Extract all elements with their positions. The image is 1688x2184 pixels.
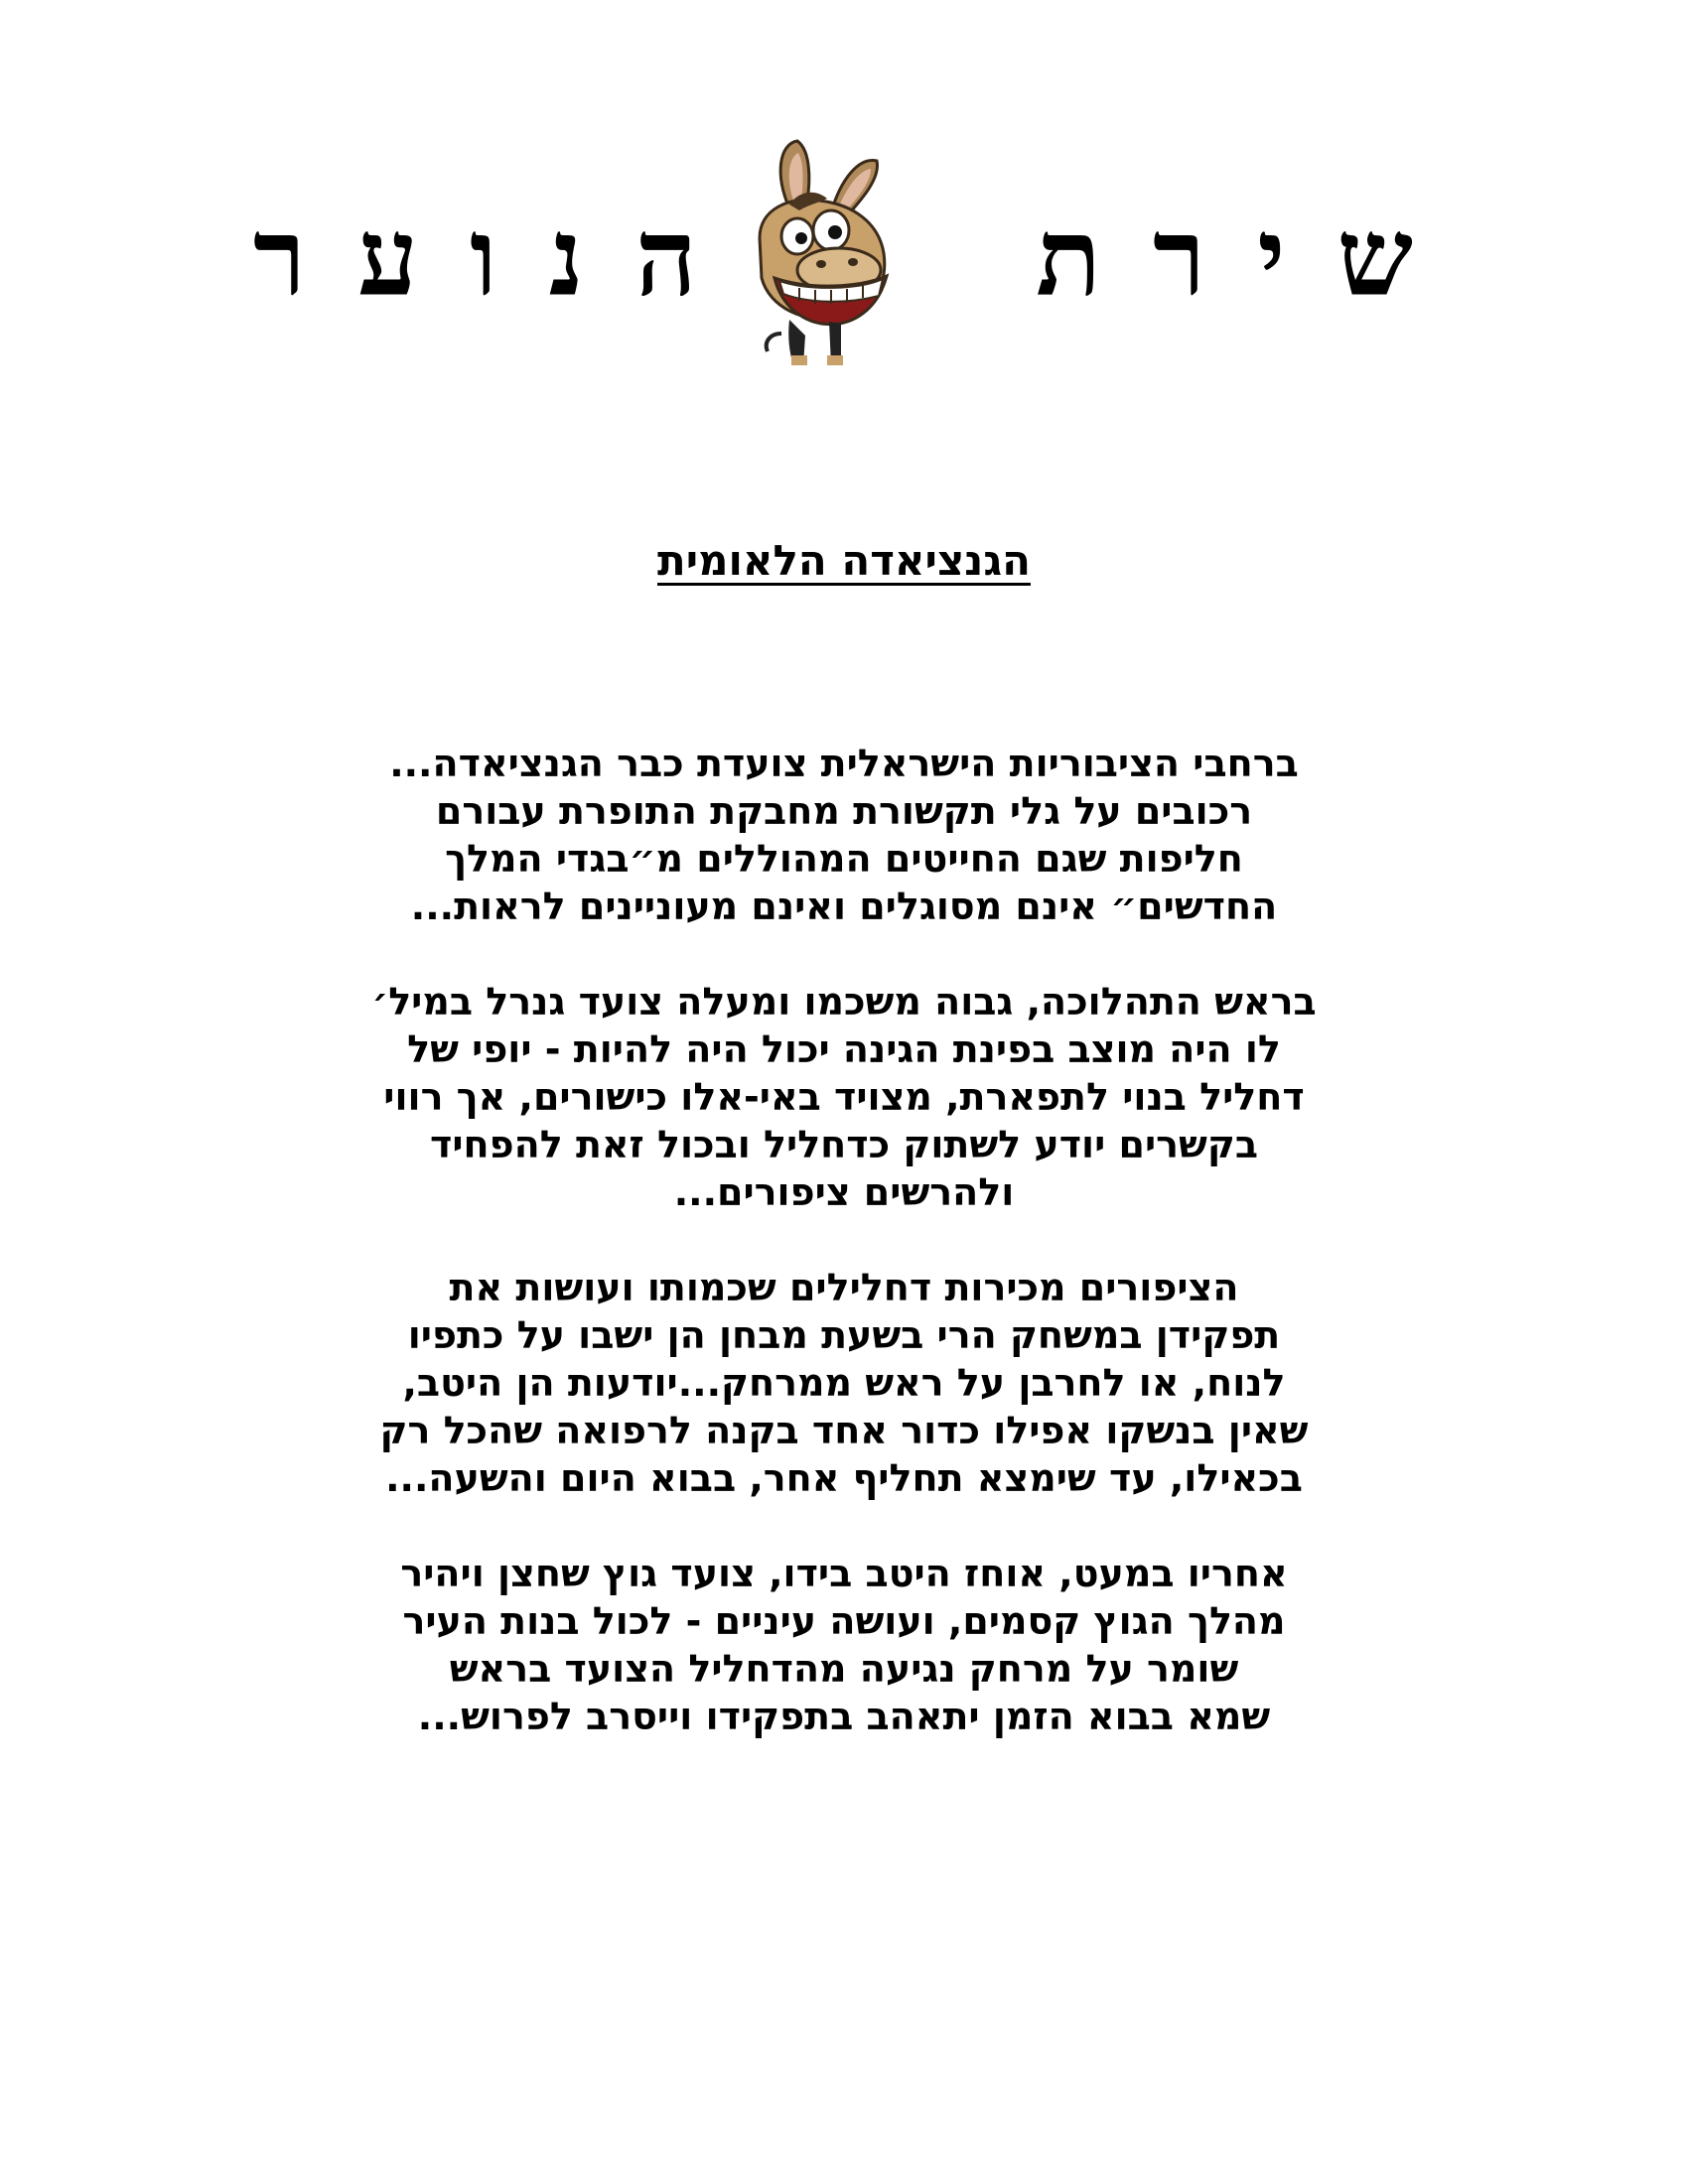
poem-line: שמא בבוא הזמן יתאהב בתפקידו וייסרב לפרוש... — [417, 1695, 1271, 1738]
poem-line: החדשים״ אינם מסוגלים ואינם מעוניינים לראות... — [410, 885, 1278, 928]
poem-line: בראש התהלוכה, גבוה משכמו ומעלה צועד גנרל במיל׳ — [371, 980, 1317, 1024]
stanza-4 — [248, 1550, 1440, 1740]
poem-line: הציפורים מכירות דחלילים שכמותו ועושות את — [449, 1266, 1239, 1309]
stanza-3 — [248, 1264, 1440, 1502]
poem-line: ולהרשים ציפורים... — [673, 1170, 1015, 1214]
poem-line: רכובים על גלי תקשורת מחבקת התופרת עבורם — [435, 789, 1253, 833]
poem-line: חליפות שגם החייטים המהוללים מ״בגדי המלך — [445, 837, 1243, 881]
poem-line: לנוח, או לחרבן על ראש ממרחק...יודעות הן היטב, — [402, 1361, 1286, 1405]
stanza-2 — [248, 978, 1440, 1216]
poem-line: ברחבי הציבוריות הישראלית צועדת כבר הגנציאדה... — [389, 742, 1299, 785]
stanza-1 — [248, 740, 1440, 930]
poem-line: לו היה מוצב בפינת הגינה יכול היה להיות - יופי של — [407, 1027, 1281, 1071]
header-word-right: שירת — [1036, 196, 1465, 321]
poem-line: דחליל בנוי לתפארת, מצויד באי-אלו כישורים, אך רווי — [383, 1075, 1305, 1119]
page-title — [0, 536, 1688, 585]
poem-line: מהלך הגוץ קסמים, ועושה עיניים - לכול בנות העיר — [402, 1599, 1286, 1643]
page-title-text: הגנציאדה הלאומית — [657, 536, 1031, 585]
poem-line: שאין בנשקו אפילו כדור אחד בקנה לרפואה שהכל רק — [379, 1409, 1309, 1452]
poem-line: בכאילו, עד שימצא תחליף אחר, בבוא היום והשעה... — [385, 1456, 1303, 1500]
poem-line: בקשרים יודע לשתוק כדחליל ובכול זאת להפחיד — [429, 1123, 1258, 1166]
header-word-left: הנוער — [253, 196, 750, 321]
poem-line: שומר על מרחק נגיעה מהדחליל הצועד בראש — [449, 1647, 1239, 1691]
header — [0, 139, 1688, 367]
poem-line: אחריו במעט, אוחז היטב בידו, צועד גוץ שחצן ויהיר — [400, 1552, 1288, 1595]
poem-body — [248, 740, 1440, 1788]
poem-line: תפקידן במשחק הרי בשעת מבחן הן ישבו על כתפיו — [407, 1313, 1281, 1357]
